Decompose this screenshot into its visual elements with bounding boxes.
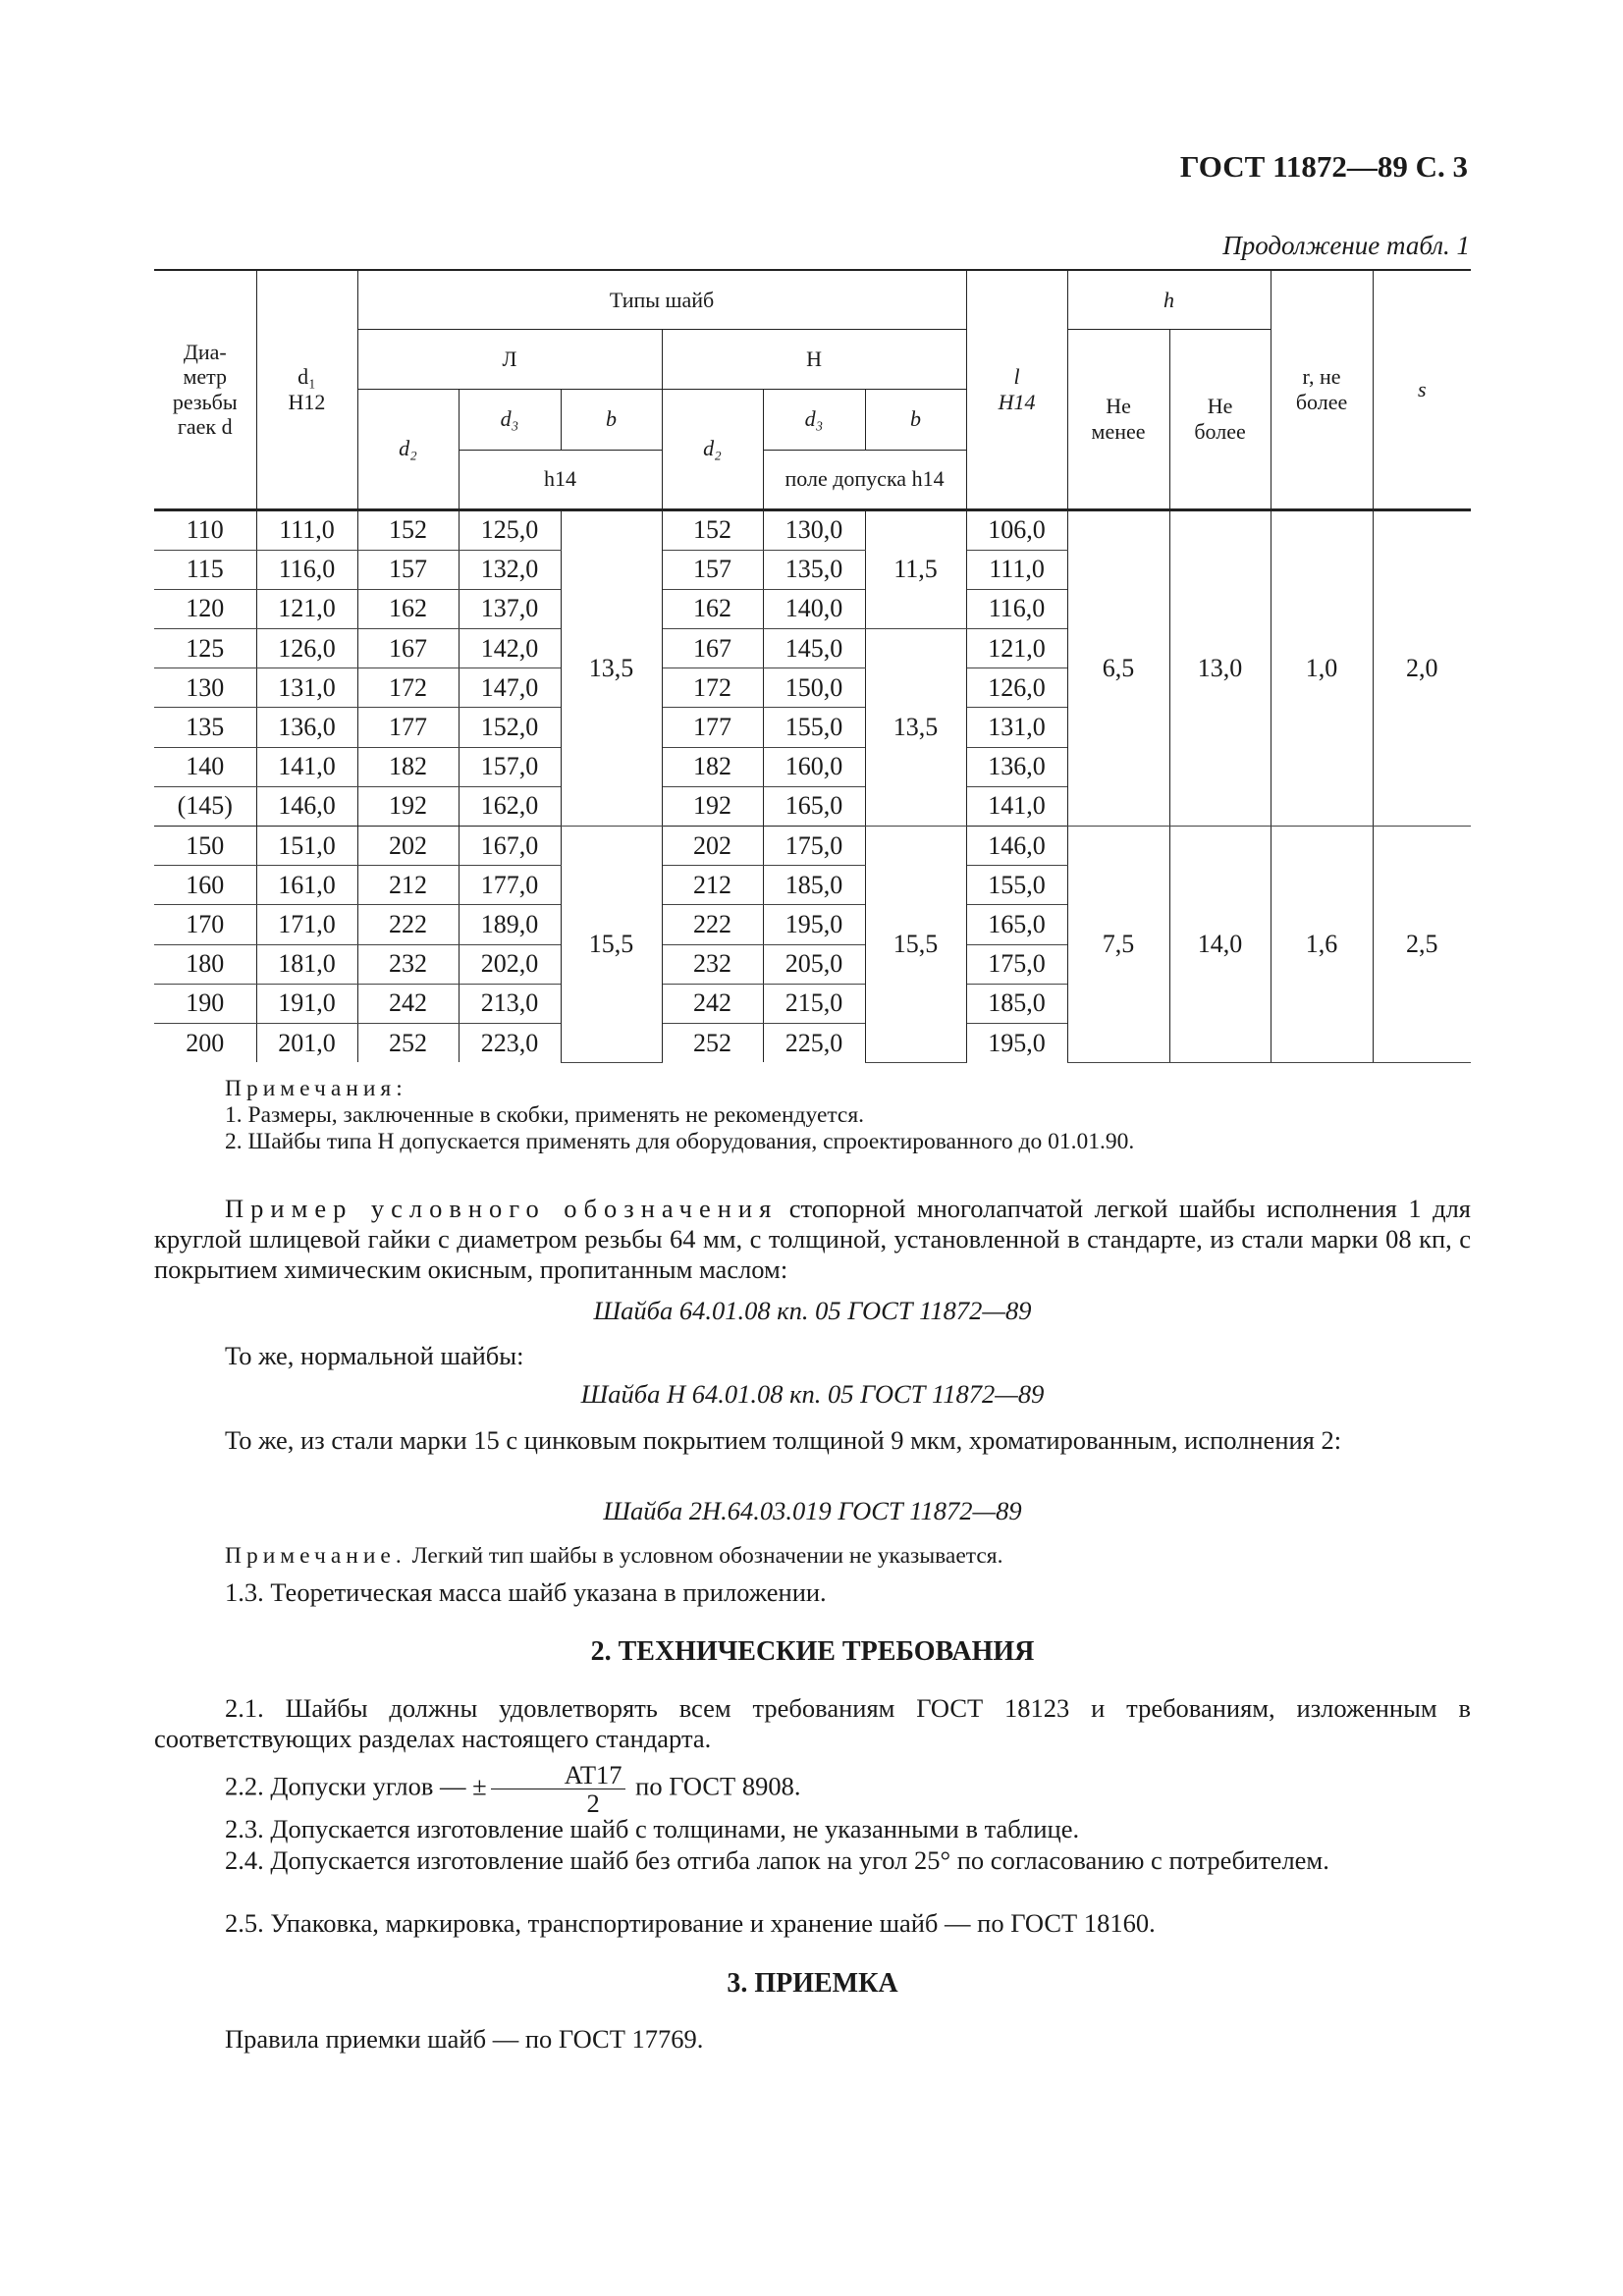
table-cell: 116,0 bbox=[966, 589, 1067, 628]
table-cell: 172 bbox=[662, 668, 763, 708]
table-cell: 185,0 bbox=[966, 984, 1067, 1023]
table-cell: 170 bbox=[154, 905, 256, 944]
table-cell: 200 bbox=[154, 1023, 256, 1062]
paragraph-2-4: 2.4. Допускается изготовление шайб без отгиба лапок на угол 25° по согласованию с потребителем. bbox=[225, 1845, 1329, 1875]
table-cell: 177 bbox=[662, 708, 763, 747]
header-d2-l: d₂ bbox=[357, 389, 459, 509]
table-cell: 116,0 bbox=[256, 550, 357, 589]
header-type-l: Л bbox=[357, 329, 662, 389]
merged-b-n-group1b: 13,5 bbox=[865, 629, 966, 827]
table-cell: 180 bbox=[154, 944, 256, 984]
table-cell: 215,0 bbox=[763, 984, 865, 1023]
header-tolerance-n: поле допуска h14 bbox=[763, 450, 966, 509]
header-r: r, не более bbox=[1271, 270, 1373, 509]
table-cell: 192 bbox=[357, 786, 459, 826]
notes-title: Примечания: bbox=[225, 1076, 407, 1101]
table-cell: 155,0 bbox=[966, 866, 1067, 905]
table-cell: 121,0 bbox=[966, 629, 1067, 668]
table-cell: 202 bbox=[357, 827, 459, 866]
paragraph-2-2: 2.2. Допуски углов — ± $\frac{AT17}{2}$ по ГОСТ 8908. bbox=[225, 1760, 801, 1818]
table-cell: 191,0 bbox=[256, 984, 357, 1023]
table-cell: 140 bbox=[154, 747, 256, 786]
table-cell: 223,0 bbox=[459, 1023, 561, 1062]
table-cell: 225,0 bbox=[763, 1023, 865, 1062]
table-cell: 150 bbox=[154, 827, 256, 866]
example-note bbox=[154, 1541, 1471, 1571]
table-cell: 126,0 bbox=[256, 629, 357, 668]
table-cell: (145) bbox=[154, 786, 256, 826]
dimensions-table bbox=[154, 269, 1471, 1063]
table-cell: 136,0 bbox=[256, 708, 357, 747]
paragraph-2-5: 2.5. Упаковка, маркировка, транспортирование и хранение шайб — по ГОСТ 18160. bbox=[225, 1908, 1156, 1938]
paragraph-2-1: 2.1. Шайбы должны удовлетворять всем требованиям ГОСТ 18123 и требованиям, изложенным в соответствующих разделах настоящего стандарта. bbox=[154, 1693, 1471, 1753]
header-b-n: b bbox=[865, 389, 966, 450]
example-steel-15: То же, из стали марки 15 с цинковым покрытием толщиной 9 мкм, хроматированным, исполнения 2: bbox=[225, 1425, 1342, 1455]
table-cell: 167 bbox=[357, 629, 459, 668]
table-cell: 131,0 bbox=[966, 708, 1067, 747]
table-cell: 252 bbox=[662, 1023, 763, 1062]
table-cell: 182 bbox=[357, 747, 459, 786]
table-cell: 151,0 bbox=[256, 827, 357, 866]
page-header: ГОСТ 11872—89 С. 3 bbox=[1179, 149, 1468, 184]
table-cell: 130 bbox=[154, 668, 256, 708]
table-cell: 152,0 bbox=[459, 708, 561, 747]
example-paragraph bbox=[154, 1194, 1471, 1285]
table-cell: 106,0 bbox=[966, 509, 1067, 550]
designation-formula-3: Шайба 2Н.64.03.019 ГОСТ 11872—89 bbox=[603, 1496, 1022, 1525]
table-cell: 181,0 bbox=[256, 944, 357, 984]
table-cell: 201,0 bbox=[256, 1023, 357, 1062]
table-cell: 242 bbox=[357, 984, 459, 1023]
merged-s-group2: 2,5 bbox=[1373, 827, 1471, 1063]
table-cell: 162,0 bbox=[459, 786, 561, 826]
example-normal-washer: То же, нормальной шайбы: bbox=[225, 1341, 524, 1370]
table-cell: 177,0 bbox=[459, 866, 561, 905]
table-cell: 137,0 bbox=[459, 589, 561, 628]
section-2-title: 2. ТЕХНИЧЕСКИЕ ТРЕБОВАНИЯ bbox=[590, 1636, 1035, 1667]
header-washer-types: Типы шайб bbox=[357, 270, 966, 329]
header-s: s bbox=[1373, 270, 1471, 509]
table-cell: 147,0 bbox=[459, 668, 561, 708]
table-cell: 125,0 bbox=[459, 509, 561, 550]
merged-h-max-group1: 13,0 bbox=[1169, 509, 1271, 827]
table-cell: 111,0 bbox=[966, 550, 1067, 589]
designation-formula-2: Шайба Н 64.01.08 кп. 05 ГОСТ 11872—89 bbox=[580, 1379, 1045, 1409]
table-cell: 190 bbox=[154, 984, 256, 1023]
table-cell: 110 bbox=[154, 509, 256, 550]
merged-s-group1: 2,0 bbox=[1373, 509, 1471, 827]
table-row bbox=[154, 827, 1471, 866]
table-cell: 177 bbox=[357, 708, 459, 747]
table-cell: 189,0 bbox=[459, 905, 561, 944]
table-cell: 146,0 bbox=[256, 786, 357, 826]
table-cell: 195,0 bbox=[966, 1023, 1067, 1062]
header-d3-n: d₃ bbox=[763, 389, 865, 450]
table-cell: 132,0 bbox=[459, 550, 561, 589]
header-d2-n: d₂ bbox=[662, 389, 763, 509]
table-cell: 252 bbox=[357, 1023, 459, 1062]
paragraph-2-3: 2.3. Допускается изготовление шайб с толщинами, не указанными в таблице. bbox=[225, 1814, 1080, 1843]
merged-h-min-group2: 7,5 bbox=[1067, 827, 1169, 1063]
example-note-lead: Примечание. bbox=[225, 1543, 406, 1569]
table-cell: 157 bbox=[357, 550, 459, 589]
table-cell: 145,0 bbox=[763, 629, 865, 668]
header-h: h bbox=[1067, 270, 1271, 329]
table-cell: 130,0 bbox=[763, 509, 865, 550]
table-cell: 161,0 bbox=[256, 866, 357, 905]
table-row bbox=[154, 509, 1471, 550]
table-cell: 121,0 bbox=[256, 589, 357, 628]
table-cell: 136,0 bbox=[966, 747, 1067, 786]
header-l: l H14 bbox=[966, 270, 1067, 509]
example-text: стопорной многолапчатой легкой шайбы исполнения 1 для круглой шлицевой гайки с диаметром резьбы 64 мм, с толщиной, установленной в стандарте, из стали марки 08 кп, с покрытием химическим окисным, пропитанным маслом: bbox=[154, 1194, 1471, 1284]
table-cell: 131,0 bbox=[256, 668, 357, 708]
header-type-n: Н bbox=[662, 329, 966, 389]
table-cell: 115 bbox=[154, 550, 256, 589]
table-cell: 150,0 bbox=[763, 668, 865, 708]
table-cell: 165,0 bbox=[763, 786, 865, 826]
merged-b-n-group2: 15,5 bbox=[865, 827, 966, 1063]
table-cell: 242 bbox=[662, 984, 763, 1023]
table-cell: 125 bbox=[154, 629, 256, 668]
table-cell: 167 bbox=[662, 629, 763, 668]
notes bbox=[225, 1076, 1471, 1155]
table-cell: 160 bbox=[154, 866, 256, 905]
table-cell: 126,0 bbox=[966, 668, 1067, 708]
header-diameter: Диа- метр резьбы гаек d bbox=[154, 270, 256, 509]
table-cell: 222 bbox=[357, 905, 459, 944]
table-cell: 111,0 bbox=[256, 509, 357, 550]
table-cell: 192 bbox=[662, 786, 763, 826]
header-tolerance-l: h14 bbox=[459, 450, 662, 509]
table-cell: 152 bbox=[357, 509, 459, 550]
table-cell: 157,0 bbox=[459, 747, 561, 786]
example-note-text: Легкий тип шайбы в условном обозначении не указывается. bbox=[406, 1543, 1003, 1569]
table-cell: 142,0 bbox=[459, 629, 561, 668]
note-2: 2. Шайбы типа Н допускается применять для оборудования, спроектированного до 01.01.90. bbox=[225, 1129, 1135, 1154]
table-cell: 232 bbox=[662, 944, 763, 984]
header-b-l: b bbox=[561, 389, 662, 450]
table-cell: 185,0 bbox=[763, 866, 865, 905]
table-cell: 162 bbox=[357, 589, 459, 628]
table-cell: 212 bbox=[662, 866, 763, 905]
merged-r-group2: 1,6 bbox=[1271, 827, 1373, 1063]
designation-formula-1: Шайба 64.01.08 кп. 05 ГОСТ 11872—89 bbox=[593, 1296, 1032, 1325]
table-cell: 232 bbox=[357, 944, 459, 984]
merged-r-group1: 1,0 bbox=[1271, 509, 1373, 827]
table-cell: 175,0 bbox=[763, 827, 865, 866]
table-cell: 171,0 bbox=[256, 905, 357, 944]
table-cell: 182 bbox=[662, 747, 763, 786]
table-cell: 160,0 bbox=[763, 747, 865, 786]
table-cell: 155,0 bbox=[763, 708, 865, 747]
paragraph-1-3: 1.3. Теоретическая масса шайб указана в приложении. bbox=[225, 1577, 827, 1607]
table-cell: 135,0 bbox=[763, 550, 865, 589]
table-cell: 202,0 bbox=[459, 944, 561, 984]
table-cell: 157 bbox=[662, 550, 763, 589]
header-d3-l: d₃ bbox=[459, 389, 561, 450]
table-cell: 172 bbox=[357, 668, 459, 708]
table-cell: 175,0 bbox=[966, 944, 1067, 984]
section-3-title: 3. ПРИЕМКА bbox=[727, 1968, 898, 1999]
merged-b-n-group1a: 11,5 bbox=[865, 509, 966, 629]
table-cell: 205,0 bbox=[763, 944, 865, 984]
table-cell: 146,0 bbox=[966, 827, 1067, 866]
fraction-at17: $\frac{AT17}{2}$ bbox=[491, 1761, 625, 1817]
table-cell: 212 bbox=[357, 866, 459, 905]
table-cell: 141,0 bbox=[966, 786, 1067, 826]
merged-h-max-group2: 14,0 bbox=[1169, 827, 1271, 1063]
table-cell: 120 bbox=[154, 589, 256, 628]
table-cell: 152 bbox=[662, 509, 763, 550]
header-h-min: Не менее bbox=[1067, 329, 1169, 509]
example-lead: Пример условного обозначения bbox=[225, 1194, 779, 1223]
table-cell: 167,0 bbox=[459, 827, 561, 866]
table-cell: 135 bbox=[154, 708, 256, 747]
table-cell: 195,0 bbox=[763, 905, 865, 944]
merged-b-l-group1: 13,5 bbox=[561, 509, 662, 827]
table-cell: 202 bbox=[662, 827, 763, 866]
header-d1: d₁ H12 bbox=[256, 270, 357, 509]
table-cell: 141,0 bbox=[256, 747, 357, 786]
merged-b-l-group2: 15,5 bbox=[561, 827, 662, 1063]
table-caption: Продолжение табл. 1 bbox=[1222, 231, 1470, 260]
header-h-max: Не более bbox=[1169, 329, 1271, 509]
paragraph-3-1: Правила приемки шайб — по ГОСТ 17769. bbox=[225, 2024, 704, 2054]
table-cell: 222 bbox=[662, 905, 763, 944]
table-cell: 162 bbox=[662, 589, 763, 628]
merged-h-min-group1: 6,5 bbox=[1067, 509, 1169, 827]
note-1: 1. Размеры, заключенные в скобки, применять не рекомендуется. bbox=[225, 1102, 865, 1128]
table-cell: 140,0 bbox=[763, 589, 865, 628]
table-cell: 213,0 bbox=[459, 984, 561, 1023]
table-cell: 165,0 bbox=[966, 905, 1067, 944]
